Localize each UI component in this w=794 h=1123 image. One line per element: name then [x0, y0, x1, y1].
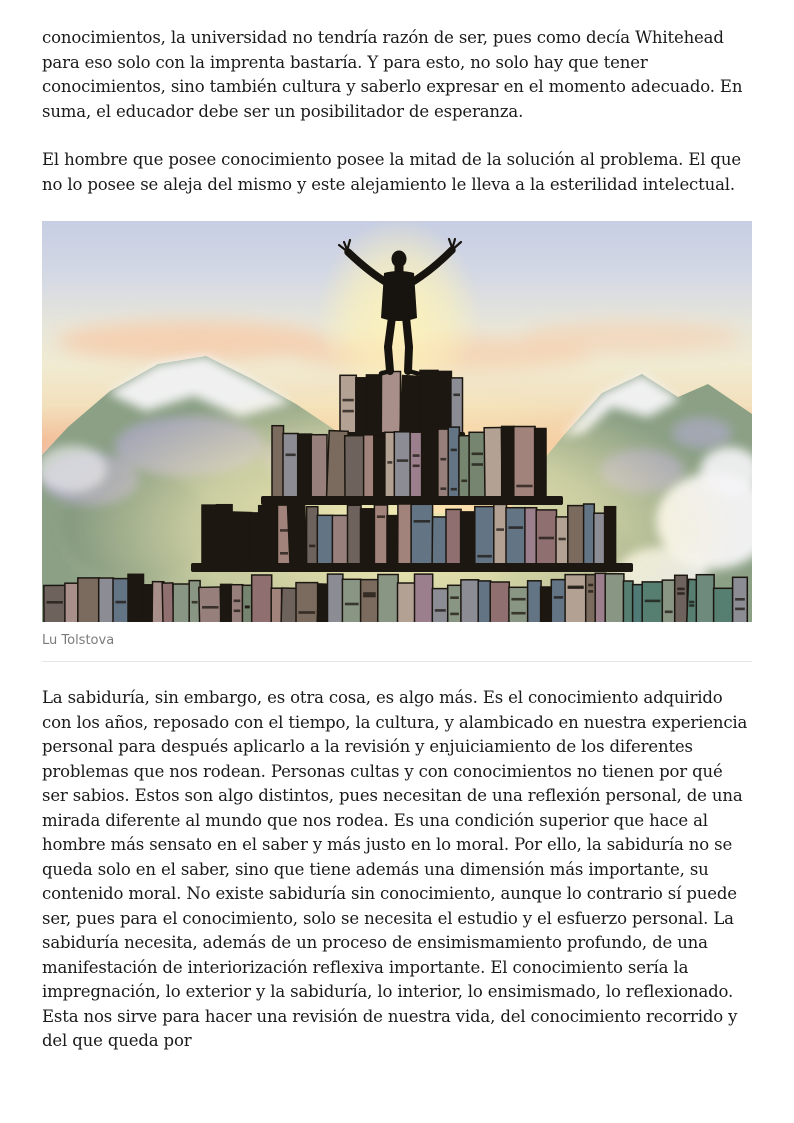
book-spine	[65, 583, 78, 622]
book-spine	[199, 587, 221, 622]
book-spine	[438, 371, 452, 436]
book-spine-band	[472, 453, 483, 456]
book-spine	[281, 588, 297, 622]
book-spine-band	[202, 606, 218, 609]
book-spine	[509, 587, 528, 622]
book-spine-band	[440, 487, 446, 490]
book-spine-band	[280, 552, 288, 555]
book-spine	[594, 513, 605, 567]
book-spine	[459, 436, 470, 500]
book-spine	[162, 583, 173, 622]
book-spine-band	[377, 515, 385, 518]
book-spine	[307, 507, 318, 567]
book-spine	[398, 504, 412, 567]
book-spine-band	[477, 555, 492, 558]
book-spine	[469, 432, 485, 500]
book-spine	[541, 587, 552, 622]
book-spine	[271, 588, 281, 622]
book-spine	[378, 574, 398, 622]
paragraph-2: El hombre que posee conocimiento posee la mitad de la solución al problema. El que no lo posee se aleja del mismo y este alejamiento le lleva a la esterilidad intelectual.	[42, 150, 741, 194]
book-spine-band	[645, 600, 661, 603]
book-spine	[250, 513, 259, 567]
book-spine	[662, 580, 675, 622]
book-spine-band	[665, 611, 673, 614]
book-spine-band	[299, 611, 316, 614]
book-spine	[44, 585, 66, 622]
book-spine	[296, 583, 318, 622]
book-spine	[113, 579, 129, 622]
book-spine	[99, 578, 114, 622]
book-spine	[298, 434, 312, 500]
book-spine	[490, 582, 509, 622]
book-spine-band	[286, 454, 296, 457]
book-spine-band	[472, 463, 483, 466]
book-spine-band	[47, 601, 63, 604]
book-spine-band	[435, 609, 446, 612]
book-spine-band	[414, 520, 431, 523]
book-spine	[381, 371, 400, 436]
book-spine	[78, 578, 99, 622]
book-spine-band	[496, 528, 504, 531]
book-spine	[633, 585, 643, 622]
book-spine	[242, 585, 252, 622]
book-spine	[411, 504, 433, 567]
book-spine-band	[554, 596, 563, 599]
book-spine	[364, 435, 375, 500]
shelf-bar	[191, 563, 633, 572]
book-spine	[342, 579, 361, 622]
book-spine-band	[588, 590, 593, 593]
book-spine	[221, 584, 232, 622]
book-spine	[568, 506, 584, 567]
book-spine-band	[245, 606, 250, 609]
book-spine-band	[387, 461, 392, 464]
book-spine	[345, 436, 364, 500]
book-spine-band	[192, 601, 198, 604]
book-spine-band	[451, 488, 457, 491]
book-spine-band	[559, 538, 566, 541]
book-spine	[287, 505, 307, 568]
book-spine	[623, 581, 633, 622]
book-spine	[356, 378, 367, 436]
book-spine	[556, 517, 568, 567]
book-spine	[202, 505, 217, 567]
book-spine-band	[234, 610, 241, 613]
book-spine	[605, 574, 624, 622]
book-spine-band	[451, 449, 457, 452]
book-spine-band	[461, 480, 467, 483]
book-spine	[675, 575, 688, 622]
book-spine	[502, 426, 515, 500]
book-spine-band	[234, 600, 241, 603]
book-spine-band	[677, 592, 685, 595]
book-spine	[586, 575, 596, 622]
book-spine-band	[450, 613, 459, 616]
book-spine-band	[516, 485, 532, 488]
article-figure	[42, 221, 752, 649]
book-spine	[432, 517, 447, 567]
book-spine	[332, 515, 348, 567]
book-spine	[143, 585, 153, 622]
books-pyramid-illustration	[42, 221, 752, 622]
book-spine	[398, 583, 416, 622]
paragraph-3: La sabiduría, sin embargo, es otra cosa, es algo más. Es el conocimiento adquirido con los años, reposado con el tiempo, la cultura, y alambicado en nuestra experiencia personal para después aplicarlo a la revisión y enjuiciamiento de los diferentes problemas que nos rodean. Personas cultas y con conocimientos no tienen por qué ser sabios. Estos son algo distintos, pues necesitan de una reflexión personal, de una mirada diferente al mundo que nos rodea. Es una condición superior que hace al hombre más sensato en el saber y más justo en lo moral. Por ello, la sabiduría no se queda solo en el saber, sino que tiene además una dimensión más importante, su contenido moral. No existe sabiduría sin conocimiento, aunque lo contrario sí puede ser, pues para el conocimiento, solo se necesita el estudio y el esfuerzo personal. La sabiduría necesita, además de un proceso de ensimismamiento profundo, de una manifestación de interiorización reflexiva importante. El conocimiento sería la impregnación, lo exterior y la sabiduría, lo interior, lo ensimismado, lo reflexionado. Esta nos sirve para hacer una revisión de nuestra vida, del conocimiento recorrido y del que queda por	[42, 688, 748, 1050]
book-spine	[361, 580, 379, 622]
section-divider	[42, 661, 752, 662]
book-spine-band	[343, 410, 354, 413]
book-spine-band	[568, 586, 584, 589]
book-spine	[514, 427, 535, 501]
book-spine	[361, 509, 375, 567]
book-spine-band	[509, 526, 524, 529]
book-spine	[173, 584, 190, 622]
book-spine-band	[689, 601, 694, 604]
book-spine-band	[345, 603, 359, 606]
book-spine	[605, 507, 616, 567]
book-spine	[484, 428, 502, 501]
book-spine-band	[363, 595, 376, 598]
book-spine-band	[397, 459, 408, 462]
book-spine-band	[363, 592, 376, 595]
book-spine	[231, 585, 243, 622]
book-spine	[696, 575, 714, 622]
book-spine	[217, 505, 233, 567]
book-spine-band	[440, 458, 446, 461]
book-spine	[461, 580, 479, 622]
book-spine	[328, 574, 343, 622]
book-spine	[374, 436, 386, 500]
book-spine-band	[588, 584, 593, 587]
book-spine-band	[450, 596, 459, 599]
book-spine	[448, 585, 462, 622]
book-spine	[394, 432, 410, 500]
book-spine	[283, 434, 298, 501]
book-spine-band	[116, 601, 127, 604]
book-spine	[478, 581, 491, 622]
book-spine	[252, 575, 272, 622]
book-spine	[595, 573, 606, 622]
book-spine	[584, 504, 595, 567]
book-spine	[415, 574, 433, 622]
book-spine	[475, 507, 495, 567]
book-spine	[272, 426, 284, 500]
book-spine	[387, 516, 398, 567]
book-spine-band	[280, 529, 288, 532]
book-spine-band	[677, 588, 685, 591]
book-spine	[528, 581, 542, 622]
book-spine	[374, 505, 387, 567]
book-spine	[317, 515, 333, 567]
book-spine-band	[453, 394, 460, 397]
book-spine	[340, 375, 356, 436]
book-spine	[348, 505, 362, 567]
book-spine	[366, 375, 381, 436]
book-spine-band	[511, 612, 525, 615]
book-spine-band	[735, 608, 745, 611]
book-spine-band	[511, 598, 525, 601]
book-spine	[446, 509, 461, 567]
book-spine	[422, 433, 439, 500]
book-spine	[535, 429, 546, 501]
book-spine-band	[735, 598, 745, 601]
book-spine	[461, 512, 476, 567]
book-spine	[128, 574, 144, 622]
image-credit: Lu Tolstova	[42, 633, 115, 648]
book-spine-band	[413, 454, 420, 457]
book-spine	[551, 580, 565, 622]
book-spine-band	[689, 604, 694, 607]
book-spine	[714, 588, 734, 622]
book-spine	[506, 508, 526, 567]
book-spine	[420, 370, 438, 436]
book-spine	[385, 432, 395, 500]
book-spine	[432, 589, 448, 622]
book-spine-band	[309, 545, 315, 548]
book-spine	[565, 575, 586, 622]
book-spine-band	[539, 537, 554, 540]
book-spine-band	[343, 399, 354, 402]
book-spine	[525, 508, 537, 567]
book-spine	[232, 512, 252, 567]
book-spine	[259, 506, 278, 567]
paragraph-1: conocimientos, la universidad no tendría razón de ser, pues como decía Whitehead para eso solo con la imprenta bastaría. Y para esto, no solo hay que tener conocimientos, sino también cultura y saberlo expresar en el momento adecuado. En suma, el educador debe ser un posibilitador de esperanza.	[42, 28, 743, 121]
book-spine	[311, 435, 327, 500]
book-spine	[494, 504, 507, 567]
book-spine-band	[413, 465, 420, 468]
